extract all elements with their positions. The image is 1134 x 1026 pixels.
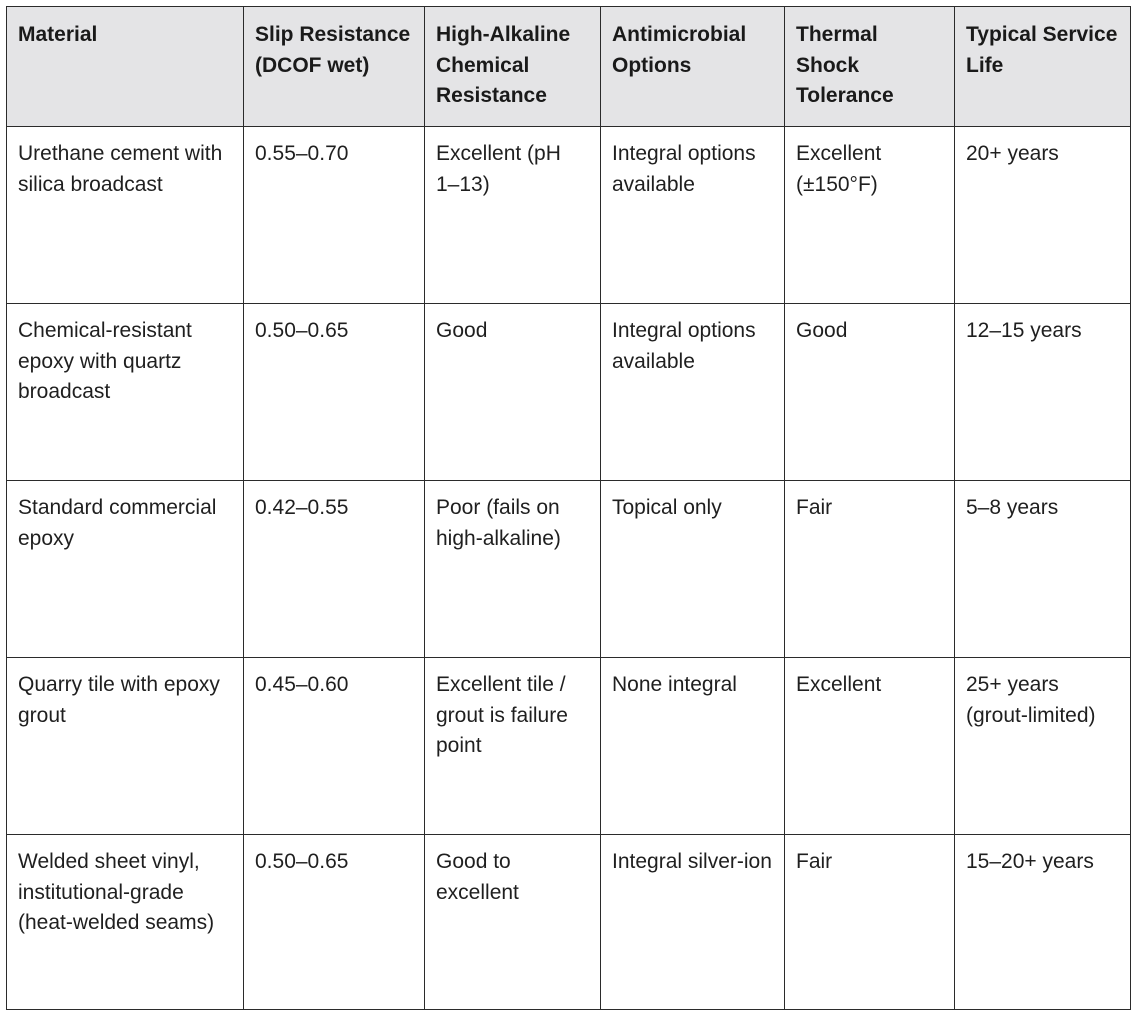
cell-thermal-shock: Fair (785, 835, 955, 1010)
cell-antimicrobial: Integral options available (601, 304, 785, 481)
cell-chemical-resistance: Excellent tile / grout is failure point (425, 658, 601, 835)
table-header (7, 7, 1131, 127)
cell-antimicrobial: None integral (601, 658, 785, 835)
cell-slip-resistance: 0.42–0.55 (244, 481, 425, 658)
table-row (7, 127, 1131, 304)
cell-antimicrobial: Integral silver-ion (601, 835, 785, 1010)
cell-slip-resistance: 0.50–0.65 (244, 835, 425, 1010)
table-row (7, 481, 1131, 658)
cell-service-life: 20+ years (955, 127, 1131, 304)
cell-slip-resistance: 0.45–0.60 (244, 658, 425, 835)
cell-material: Urethane cement with silica broadcast (7, 127, 244, 304)
cell-material: Welded sheet vinyl, institutional-grade (heat-welded seams) (7, 835, 244, 1010)
table-row (7, 835, 1131, 1010)
cell-service-life: 15–20+ years (955, 835, 1131, 1010)
cell-material: Standard commercial epoxy (7, 481, 244, 658)
cell-service-life: 5–8 years (955, 481, 1131, 658)
cell-chemical-resistance: Poor (fails on high-alkaline) (425, 481, 601, 658)
cell-thermal-shock: Fair (785, 481, 955, 658)
cell-material: Chemical-resistant epoxy with quartz broadcast (7, 304, 244, 481)
comparison-table-container (6, 6, 1131, 1010)
cell-antimicrobial: Topical only (601, 481, 785, 658)
cell-slip-resistance: 0.50–0.65 (244, 304, 425, 481)
table-body (7, 127, 1131, 1010)
header-row (7, 7, 1131, 127)
cell-thermal-shock: Excellent (785, 658, 955, 835)
cell-chemical-resistance: Good (425, 304, 601, 481)
header-slip-resistance: Slip Resistance (DCOF wet) (244, 7, 425, 127)
cell-thermal-shock: Good (785, 304, 955, 481)
cell-material: Quarry tile with epoxy grout (7, 658, 244, 835)
header-antimicrobial: Antimicrobial Options (601, 7, 785, 127)
table-row (7, 658, 1131, 835)
table-row (7, 304, 1131, 481)
cell-antimicrobial: Integral options available (601, 127, 785, 304)
cell-slip-resistance: 0.55–0.70 (244, 127, 425, 304)
cell-service-life: 12–15 years (955, 304, 1131, 481)
cell-chemical-resistance: Excellent (pH 1–13) (425, 127, 601, 304)
header-material: Material (7, 7, 244, 127)
header-service-life: Typical Service Life (955, 7, 1131, 127)
header-thermal-shock: Thermal Shock Tolerance (785, 7, 955, 127)
header-chemical-resistance: High-Alkaline Chemical Resistance (425, 7, 601, 127)
flooring-comparison-table (6, 6, 1131, 1010)
cell-thermal-shock: Excellent (±150°F) (785, 127, 955, 304)
cell-chemical-resistance: Good to excellent (425, 835, 601, 1010)
cell-service-life: 25+ years (grout-limited) (955, 658, 1131, 835)
